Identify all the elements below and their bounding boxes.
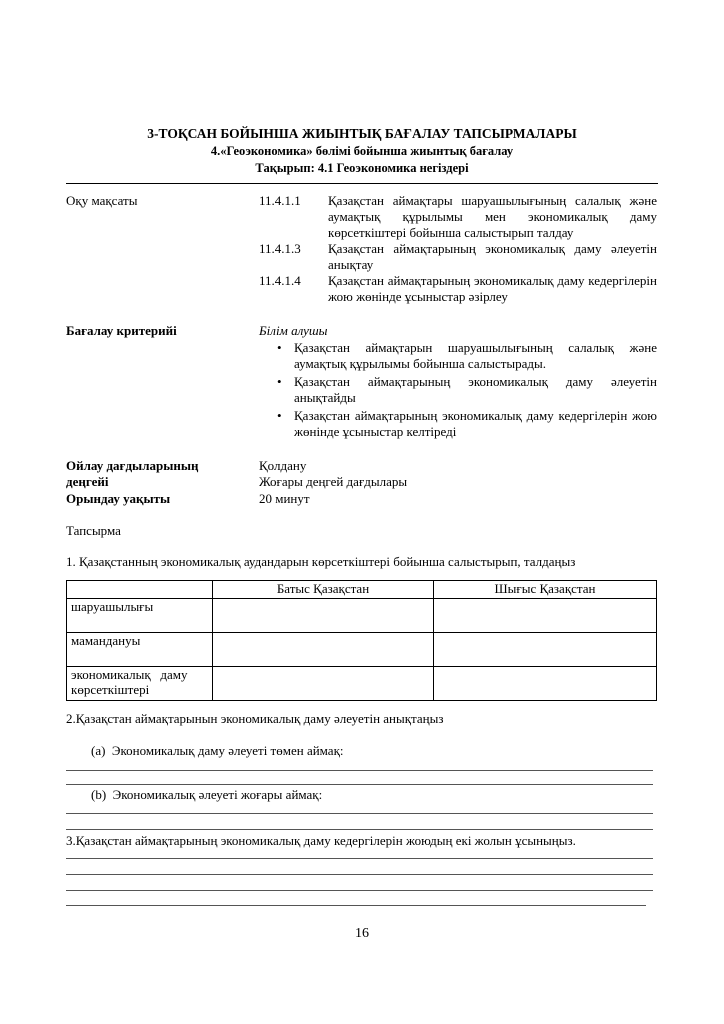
row-label [67, 633, 213, 667]
objectives-label: Оқу мақсаты [66, 193, 138, 208]
comparison-table [66, 580, 657, 701]
time-label: Орындау уақыты [66, 491, 171, 506]
row-label [67, 599, 213, 633]
page-number: 16 [355, 926, 369, 941]
bullet-icon: • [277, 340, 282, 355]
task-heading: Тапсырма [66, 523, 121, 538]
answer-line[interactable] [66, 874, 653, 875]
table-header-cell [67, 581, 213, 599]
answer-cell[interactable] [434, 633, 657, 667]
page-title: 3-ТОҚСАН БОЙЫНША ЖИЫНТЫҚ БАҒАЛАУ ТАПСЫРМАЛАРЫ [147, 126, 577, 141]
thinking-value-line2: Жоғары деңгей дағдылары [259, 474, 408, 489]
table-row [67, 667, 657, 701]
answer-line[interactable] [66, 890, 653, 891]
thinking-value: Қолдану [259, 458, 307, 473]
criteria-label: Бағалау критерийі [66, 323, 177, 338]
answer-line[interactable] [66, 829, 653, 830]
table-row [67, 633, 657, 667]
task1-prompt: 1. Қазақстанның экономикалық аудандарын көрсеткіштері бойынша салыстырып, талдаңыз [66, 554, 576, 569]
objective-text: Қазақстан аймақтарының экономикалық даму әлеуетін анықтау [328, 241, 657, 272]
criteria-item-text: Қазақстан аймақтарының экономикалық даму кедергілерін жою жөнінде ұсыныстар келтіреді [294, 408, 657, 439]
row-label-text: шаруашылығы [71, 599, 154, 614]
row-label [67, 667, 213, 701]
row-label-text: мамандануы [71, 633, 141, 648]
criteria-item-text: Қазақстан аймақтарының экономикалық даму әлеуетін анықтайды [294, 374, 657, 405]
answer-line[interactable] [66, 770, 653, 771]
answer-cell[interactable] [213, 599, 434, 633]
objective-code: 11.4.1.4 [259, 273, 301, 288]
bullet-icon: • [277, 374, 282, 389]
topic-subtitle: Тақырып: 4.1 Геоэкономика негіздері [255, 161, 469, 175]
answer-line[interactable] [66, 905, 646, 906]
answer-line[interactable] [66, 858, 653, 859]
thinking-label: Ойлау дағдыларының [66, 458, 199, 473]
criteria-item [277, 408, 657, 440]
answer-line[interactable] [66, 784, 653, 785]
answer-line[interactable] [66, 813, 653, 814]
criteria-item [277, 374, 657, 406]
objective-text: Қазақстан аймақтарының экономикалық даму кедергілерін жою жөнінде ұсыныстар әзірлеу [328, 273, 657, 304]
objective-code: 11.4.1.1 [259, 193, 301, 208]
task2-prompt: 2.Қазақстан аймақтарынын экономикалық даму әлеуетін анықтаңыз [66, 711, 444, 726]
task2-b: (b) Экономикалық әлеуеті жоғары аймақ: [91, 787, 323, 802]
task3-prompt: 3.Қазақстан аймақтарының экономикалық даму кедергілерін жоюдың екі жолын ұсыныңыз. [66, 833, 576, 848]
answer-cell[interactable] [434, 599, 657, 633]
answer-cell[interactable] [213, 667, 434, 701]
table-header-west: Батыс Қазақстан [213, 581, 434, 599]
table-header-row [67, 581, 657, 599]
objective-text: Қазақстан аймақтары шаруашылығының салалық және аумақтық құрылымы мен экономикалық даму көрсеткіштері бойынша салыстырып талдау [328, 193, 657, 240]
thinking-label-line2: деңгейі [66, 474, 109, 489]
table-header-east: Шығыс Қазақстан [434, 581, 657, 599]
time-value: 20 минут [259, 491, 310, 506]
criteria-item [277, 340, 657, 372]
answer-cell[interactable] [213, 633, 434, 667]
table-row [67, 599, 657, 633]
header-divider [66, 183, 658, 184]
criteria-item-text: Қазақстан аймақтарын шаруашылығының салалық және аумақтық құрылымы бойынша салыстырады. [294, 340, 657, 371]
row-label-text: экономикалық даму [71, 667, 188, 682]
row-label-text-line2: көрсеткіштері [71, 682, 150, 697]
objective-code: 11.4.1.3 [259, 241, 301, 256]
answer-cell[interactable] [434, 667, 657, 701]
section-subtitle: 4.«Геоэкономика» бөлімі бойынша жиынтық бағалау [210, 144, 514, 158]
bullet-icon: • [277, 408, 282, 423]
criteria-learner: Білім алушы [259, 323, 328, 338]
task2-a: (a) Экономикалық даму әлеуеті төмен аймақ: [91, 743, 344, 758]
